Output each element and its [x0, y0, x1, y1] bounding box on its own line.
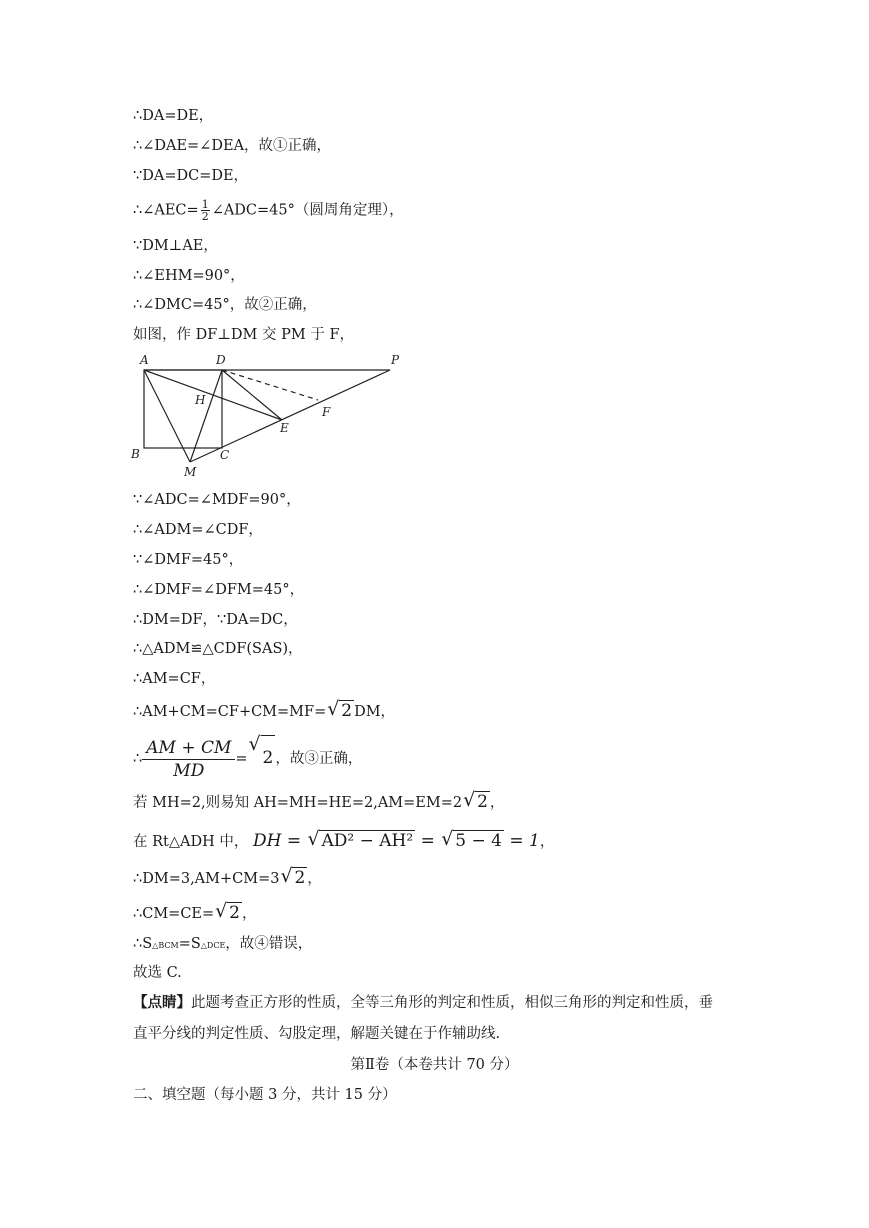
sqrt-2: √ 2: [463, 789, 488, 812]
fraction-half: $\frac{1}{2}$: [201, 198, 209, 223]
line-22: [133, 934, 312, 956]
sqrt-ad-ah: √ AD² − AH²: [307, 828, 414, 851]
line-6: ∴∠EHM=90°，: [133, 268, 245, 284]
label-p: P: [391, 353, 400, 367]
line-22-s1: ∴S: [133, 936, 153, 952]
line-12: ∴∠DMF=∠DFM=45°，: [133, 582, 305, 598]
line-21: [133, 902, 256, 924]
line-19-end: ，: [539, 834, 555, 850]
square-abcd: [144, 370, 222, 448]
line-14: ∴△ADM≌△CDF(SAS)，: [133, 641, 303, 657]
line-4-end: ∠ADC=45°（圆周角定理），: [211, 202, 404, 219]
section-subtitle: 二、填空题（每小题 3 分，共计 15 分）: [133, 1087, 397, 1103]
line-4: [133, 199, 404, 222]
line-9: ∵∠ADC=∠MDF=90°，: [133, 492, 301, 508]
line-8: 如图，作 DF⊥DM 交 PM 于 F，: [133, 327, 355, 343]
section-title: 第Ⅱ卷（本卷共计 70 分）: [350, 1057, 519, 1073]
line-20-end: ，: [307, 871, 322, 887]
line-4-start: ∴∠AEC=: [133, 202, 199, 219]
equals-result: = 1: [503, 831, 540, 851]
line-10: ∴∠ADM=∠CDF，: [133, 522, 263, 538]
label-f: F: [322, 405, 331, 419]
subscript-dce: △DCE: [200, 941, 226, 950]
note-tag: 【点睛】: [133, 994, 191, 1011]
line-3: ∵DA=DC=DE，: [133, 168, 249, 184]
line-21-start: ∴CM=CE=: [133, 906, 215, 922]
label-a: A: [140, 353, 149, 367]
segment-de: [222, 370, 282, 420]
label-h: H: [195, 393, 206, 407]
line-18-start: 若 MH=2,则易知 AH=MH=HE=2,AM=EM=2: [133, 795, 463, 811]
label-b: B: [131, 447, 140, 461]
geometry-figure: [128, 348, 418, 480]
dh-equals: DH =: [252, 831, 307, 851]
label-c: C: [220, 448, 230, 462]
label-e: E: [280, 421, 289, 435]
line-16: [133, 700, 395, 722]
line-23: 故选 C.: [133, 965, 182, 981]
line-16-start: ∴AM+CM=CF+CM=MF=: [133, 704, 327, 720]
line-17: [133, 735, 362, 782]
line-5: ∵DM⊥AE，: [133, 238, 218, 254]
line-22-end: ，故④错误，: [225, 936, 313, 952]
equals-1: =: [415, 831, 441, 851]
label-d: D: [216, 353, 226, 367]
line-13: ∴DM=DF，∵DA=DC，: [133, 612, 298, 628]
line-21-end: ，: [241, 906, 257, 922]
line-18: [133, 791, 504, 813]
subscript-bcm: △BCM: [152, 941, 179, 950]
line-17-start: ∴: [133, 751, 143, 767]
line-11: ∵∠DMF=45°，: [133, 552, 244, 568]
note-line-1: [133, 993, 713, 1013]
line-7: ∴∠DMC=45°，故②正确，: [133, 297, 317, 313]
line-17-end: ，故③正确，: [275, 751, 363, 767]
note-line-2: 直平分线的判定性质、勾股定理，解题关键在于作辅助线.: [133, 1026, 501, 1042]
sqrt-2: √ 2: [215, 900, 240, 923]
label-m: M: [184, 465, 197, 479]
sqrt-5-4: √ 5 − 4: [441, 828, 502, 851]
line-19: [133, 830, 554, 852]
line-20-start: ∴DM=3,AM+CM=3: [133, 871, 280, 887]
equals-sign: =: [235, 751, 248, 767]
segment-df-dashed: [222, 370, 318, 400]
line-15: ∴AM=CF，: [133, 671, 216, 687]
line-19-start: 在 Rt△ADH 中，: [133, 834, 249, 850]
line-1: ∴DA=DE，: [133, 108, 214, 124]
line-20: [133, 867, 322, 889]
line-18-end: ，: [489, 795, 505, 811]
sqrt-2: √ 2: [280, 865, 306, 888]
line-2: ∴∠DAE=∠DEA，故①正确，: [133, 138, 332, 154]
fraction-ratio: $\frac{AM + CM}{MD}$: [142, 737, 235, 782]
line-22-s2: =S: [178, 936, 201, 952]
note-text: 此题考查正方形的性质，全等三角形的判定和性质，相似三角形的判定和性质，垂: [191, 995, 713, 1011]
sqrt-2: √ 2: [249, 735, 276, 780]
line-16-end: DM，: [354, 704, 396, 720]
sqrt-2: √ 2: [327, 698, 353, 721]
